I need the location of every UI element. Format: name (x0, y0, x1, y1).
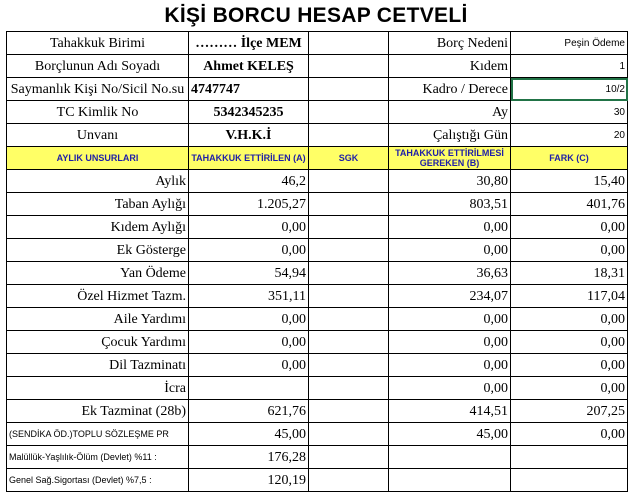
required-amount[interactable]: 0,00 (389, 216, 511, 239)
info-right-label[interactable]: Çalıştığı Gün (389, 124, 511, 147)
info-label[interactable]: Borçlunun Adı Soyadı (7, 55, 189, 78)
table-row (7, 469, 628, 492)
info-row (7, 32, 628, 55)
info-value[interactable]: ……… İlçe MEM (189, 32, 309, 55)
sgk-amount[interactable] (309, 423, 389, 446)
info-value[interactable]: 5342345235 (189, 101, 309, 124)
accrued-amount[interactable]: 45,00 (189, 423, 309, 446)
sgk-amount[interactable] (309, 216, 389, 239)
table-row (7, 423, 628, 446)
info-right-label[interactable]: Kadro / Derece (389, 78, 511, 101)
table-row (7, 239, 628, 262)
row-label[interactable]: Çocuk Yardımı (7, 331, 189, 354)
info-row (7, 55, 628, 78)
info-empty-cell[interactable] (309, 78, 389, 101)
info-label[interactable]: Saymanlık Kişi No/Sicil No.su (7, 78, 189, 101)
info-label[interactable]: Tahakkuk Birimi (7, 32, 189, 55)
row-label[interactable]: Malüllük-Yaşlılık-Ölüm (Devlet) %11 : (7, 446, 189, 469)
accrued-amount[interactable]: 0,00 (189, 308, 309, 331)
sgk-amount[interactable] (309, 331, 389, 354)
accrued-amount[interactable]: 621,76 (189, 400, 309, 423)
row-label[interactable]: İcra (7, 377, 189, 400)
info-empty-cell[interactable] (309, 32, 389, 55)
col-header-sgk[interactable]: SGK (309, 147, 389, 170)
required-amount[interactable] (389, 446, 511, 469)
debt-calculation-table (6, 31, 628, 492)
info-label[interactable]: TC Kimlik No (7, 101, 189, 124)
sgk-amount[interactable] (309, 446, 389, 469)
required-amount[interactable]: 0,00 (389, 239, 511, 262)
difference-amount[interactable]: 0,00 (511, 354, 628, 377)
difference-amount[interactable]: 0,00 (511, 308, 628, 331)
difference-amount[interactable]: 401,76 (511, 193, 628, 216)
difference-amount[interactable] (511, 446, 628, 469)
accrued-amount[interactable] (189, 377, 309, 400)
sgk-amount[interactable] (309, 400, 389, 423)
info-empty-cell[interactable] (309, 101, 389, 124)
required-amount[interactable]: 414,51 (389, 400, 511, 423)
required-amount[interactable]: 234,07 (389, 285, 511, 308)
col-header-accrued[interactable]: TAHAKKUK ETTİRİLEN (A) (189, 147, 309, 170)
col-header-items[interactable]: AYLIK UNSURLARI (7, 147, 189, 170)
info-value[interactable]: V.H.K.İ (189, 124, 309, 147)
difference-amount[interactable]: 117,04 (511, 285, 628, 308)
info-right-label[interactable]: Ay (389, 101, 511, 124)
difference-amount[interactable]: 18,31 (511, 262, 628, 285)
difference-amount[interactable]: 207,25 (511, 400, 628, 423)
row-label[interactable]: Genel Sağ.Sigortası (Devlet) %7,5 : (7, 469, 189, 492)
row-label[interactable]: Özel Hizmet Tazm. (7, 285, 189, 308)
row-label[interactable]: Ek Tazminat (28b) (7, 400, 189, 423)
col-header-difference[interactable]: FARK (C) (511, 147, 628, 170)
row-label[interactable]: Ek Gösterge (7, 239, 189, 262)
sgk-amount[interactable] (309, 308, 389, 331)
table-row (7, 262, 628, 285)
accrued-amount[interactable]: 0,00 (189, 354, 309, 377)
info-empty-cell[interactable] (309, 124, 389, 147)
table-row (7, 193, 628, 216)
info-right-value[interactable]: 10/2 (511, 78, 628, 101)
sgk-amount[interactable] (309, 170, 389, 193)
difference-amount[interactable]: 0,00 (511, 377, 628, 400)
info-right-label[interactable]: Borç Nedeni (389, 32, 511, 55)
info-right-value[interactable]: 30 (511, 101, 628, 124)
info-section (7, 32, 628, 147)
sgk-amount[interactable] (309, 469, 389, 492)
row-label[interactable]: Aile Yardımı (7, 308, 189, 331)
table-row (7, 308, 628, 331)
info-right-value[interactable]: Peşin Ödeme (511, 32, 628, 55)
table-row (7, 216, 628, 239)
accrued-amount[interactable]: 0,00 (189, 216, 309, 239)
row-label[interactable]: (SENDİKA ÖD.)TOPLU SÖZLEŞME PR (7, 423, 189, 446)
required-amount[interactable]: 0,00 (389, 308, 511, 331)
col-header-required[interactable]: TAHAKKUK ETTİRİLMESİ GEREKEN (B) (389, 147, 511, 170)
column-header-row (7, 147, 628, 170)
sheet-title: KİŞİ BORCU HESAP CETVELİ (164, 4, 468, 27)
row-label[interactable]: Aylık (7, 170, 189, 193)
difference-amount[interactable]: 15,40 (511, 170, 628, 193)
sgk-amount[interactable] (309, 354, 389, 377)
sgk-amount[interactable] (309, 262, 389, 285)
accrued-amount[interactable]: 351,11 (189, 285, 309, 308)
accrued-amount[interactable]: 0,00 (189, 331, 309, 354)
info-value[interactable]: 4747747 (189, 78, 309, 101)
table-row (7, 331, 628, 354)
accrued-amount[interactable]: 176,28 (189, 446, 309, 469)
table-row (7, 377, 628, 400)
sgk-amount[interactable] (309, 193, 389, 216)
row-label[interactable]: Dil Tazminatı (7, 354, 189, 377)
row-label[interactable]: Yan Ödeme (7, 262, 189, 285)
info-row (7, 78, 628, 101)
info-row (7, 124, 628, 147)
row-label[interactable]: Taban Aylığı (7, 193, 189, 216)
table-row (7, 400, 628, 423)
required-amount[interactable]: 36,63 (389, 262, 511, 285)
difference-amount[interactable] (511, 469, 628, 492)
required-amount[interactable]: 45,00 (389, 423, 511, 446)
info-label[interactable]: Unvanı (7, 124, 189, 147)
accrued-amount[interactable]: 120,19 (189, 469, 309, 492)
difference-amount[interactable]: 0,00 (511, 216, 628, 239)
required-amount[interactable] (389, 469, 511, 492)
info-right-value[interactable]: 1 (511, 55, 628, 78)
row-label[interactable]: Kıdem Aylığı (7, 216, 189, 239)
table-row (7, 170, 628, 193)
difference-amount[interactable]: 0,00 (511, 423, 628, 446)
table-row (7, 354, 628, 377)
sgk-amount[interactable] (309, 239, 389, 262)
accrued-amount[interactable]: 1.205,27 (189, 193, 309, 216)
required-amount[interactable]: 803,51 (389, 193, 511, 216)
required-amount[interactable]: 0,00 (389, 377, 511, 400)
info-empty-cell[interactable] (309, 55, 389, 78)
sgk-amount[interactable] (309, 377, 389, 400)
sgk-amount[interactable] (309, 285, 389, 308)
required-amount[interactable]: 0,00 (389, 354, 511, 377)
difference-amount[interactable]: 0,00 (511, 331, 628, 354)
accrued-amount[interactable]: 0,00 (189, 239, 309, 262)
salary-items-section (7, 170, 628, 492)
accrued-amount[interactable]: 46,2 (189, 170, 309, 193)
difference-amount[interactable]: 0,00 (511, 239, 628, 262)
required-amount[interactable]: 0,00 (389, 331, 511, 354)
required-amount[interactable]: 30,80 (389, 170, 511, 193)
table-row (7, 285, 628, 308)
info-right-label[interactable]: Kıdem (389, 55, 511, 78)
accrued-amount[interactable]: 54,94 (189, 262, 309, 285)
info-row (7, 101, 628, 124)
info-value[interactable]: Ahmet KELEŞ (189, 55, 309, 78)
table-row (7, 446, 628, 469)
info-right-value[interactable]: 20 (511, 124, 628, 147)
